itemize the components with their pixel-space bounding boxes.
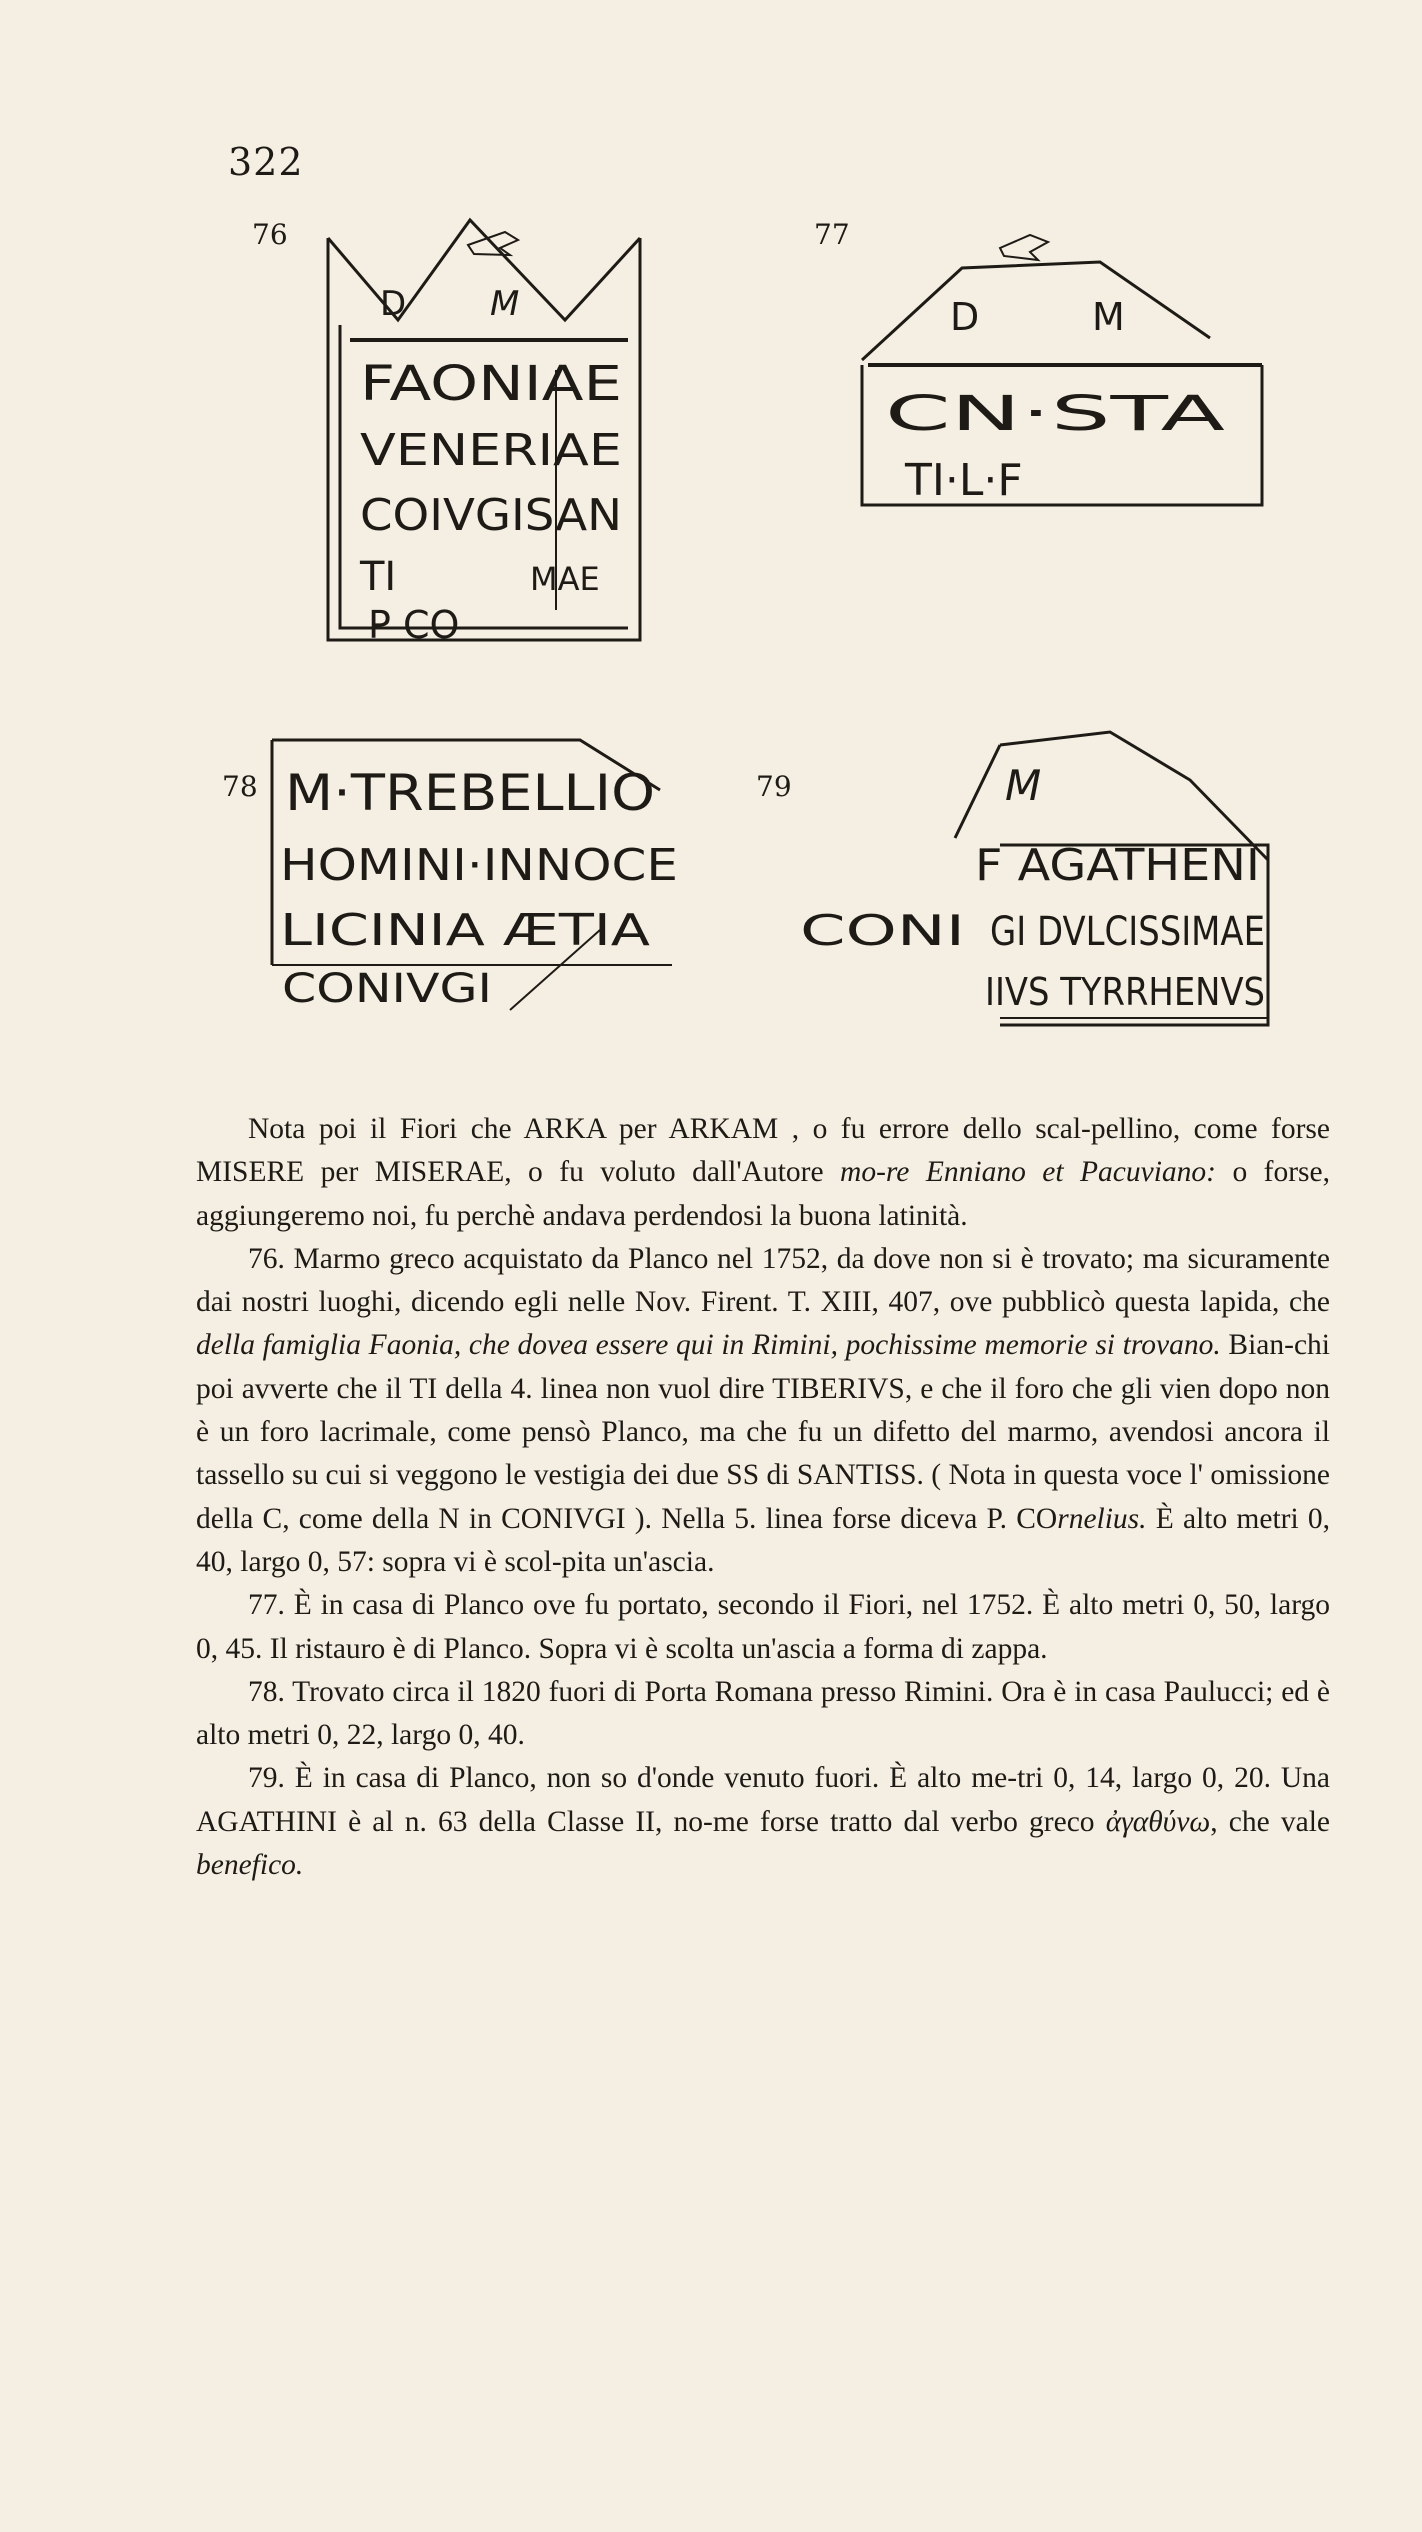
inscription-78-line-4: CONIVGI bbox=[282, 966, 492, 1012]
p2-seg-2: Bian-chi poi avverte che il TI della 4. linea non vuol dire TIBERIVS, e che il foro che gli vien dopo non è un foro lacrimale, come pensò Planco, ma che fu un difetto del marmo, avendosi ancora il tassello su cui si veggono le vestigia dei due SS di SANTISS. ( Nota in questa voce l' omissione della C, come della N in CONIVGI ). Nella 5. linea forse diceva P. CO bbox=[196, 1329, 1330, 1535]
inscription-76-line-5: P CO bbox=[368, 603, 460, 647]
p4-seg-0: 78. Trovato circa il 1820 fuori di Porta Romana presso Rimini. Ora è in casa Paulucci; ed è alto metri 0, 22, largo 0, 40. bbox=[196, 1675, 1330, 1752]
inscription-79-line-3: IIVS TYRRHENVS bbox=[985, 970, 1265, 1014]
figure-label-78: 78 bbox=[222, 770, 258, 803]
p2-seg-0: 76. Marmo greco acquistato da Planco nel 1752, da dove non si è trovato; ma sicuramente dai nostri luoghi, dicendo egli nelle Nov. Firent. T. XIII, 407, ove pubblicò questa lapida, che bbox=[196, 1242, 1330, 1319]
inscription-76-line-4b: MAE bbox=[530, 560, 600, 598]
paragraph-p4 bbox=[196, 1671, 1330, 1758]
inscription-76-line-4: TI bbox=[360, 554, 397, 600]
inscription-77-line-m: M bbox=[1092, 295, 1125, 339]
inscription-76-line-m: M bbox=[490, 284, 520, 324]
p1-seg-1: mo-re Enniano et Pacuviano: bbox=[840, 1156, 1216, 1189]
paragraph-p5 bbox=[196, 1757, 1330, 1887]
p5-seg-2: , che vale bbox=[1210, 1805, 1330, 1838]
p1-seg-0: Nota poi il Fiori che ARKA per ARKAM , o fu errore dello scal-pellino, come forse MISERE per MISERAE, o fu voluto dall'Autore bbox=[196, 1113, 1330, 1189]
inscription-78-line-1: M·TREBELLIO bbox=[285, 764, 655, 822]
p5-seg-1: ἀγαθύνω bbox=[1105, 1805, 1211, 1838]
paragraph-p3 bbox=[196, 1584, 1330, 1671]
inscription-76-line-d: D bbox=[380, 284, 407, 324]
inscription-76-line-1: FAONIAE bbox=[360, 356, 622, 412]
commentary-text bbox=[196, 1108, 1330, 1887]
p3-seg-0: 77. È in casa di Planco ove fu portato, secondo il Fiori, nel 1752. È alto metri 0, 50, largo 0, 45. Il ristauro è di Planco. Sopra vi è scolta un'ascia a forma di zappa. bbox=[196, 1589, 1330, 1665]
p1-seg-2: o forse, aggiungeremo noi, fu perchè andava perdendosi la buona latinità. bbox=[196, 1156, 1330, 1232]
inscription-77-line-2: TI·L·F bbox=[905, 455, 1023, 506]
p2-seg-1: della famiglia Faonia, che dovea essere qui in Rimini, pochissime memorie si trovano. bbox=[196, 1329, 1221, 1362]
inscription-79-line-2b: GI DVLCISSIMAE bbox=[990, 909, 1265, 955]
p5-seg-3: benefico. bbox=[196, 1849, 304, 1882]
paragraph-p2 bbox=[196, 1238, 1330, 1584]
p5-seg-0: 79. È in casa di Planco, non so d'onde venuto fuori. È alto me-tri 0, 14, largo 0, 20. Una AGATHINI è al n. 63 della Classe II, no-me forse tratto dal verbo greco bbox=[196, 1762, 1330, 1838]
inscription-79-line-m: M bbox=[1005, 761, 1042, 810]
inscription-76-line-2: VENERIAE bbox=[360, 425, 622, 476]
figure-label-77: 77 bbox=[814, 218, 850, 251]
paragraph-p1 bbox=[196, 1108, 1330, 1238]
page-number: 322 bbox=[228, 140, 304, 184]
p2-seg-3: rnelius. bbox=[1057, 1502, 1147, 1535]
inscription-77-line-1: CN·STA bbox=[885, 386, 1226, 442]
inscription-79-line-1: F AGATHENI bbox=[975, 840, 1260, 891]
inscription-78-line-3: LICINIA ÆTIA bbox=[280, 905, 650, 956]
inscription-78-line-2: HOMINI·INNOCE bbox=[280, 840, 678, 891]
inscription-79-line-2a: CONI bbox=[800, 906, 965, 955]
inscription-77-line-d: D bbox=[950, 295, 980, 339]
figure-label-76: 76 bbox=[252, 218, 288, 251]
p2-seg-4: È alto metri 0, 40, largo 0, 57: sopra vi è scol-pita un'ascia. bbox=[196, 1502, 1330, 1578]
figure-label-79: 79 bbox=[756, 770, 792, 803]
inscription-76-line-3: COIVGISAN bbox=[360, 490, 622, 541]
